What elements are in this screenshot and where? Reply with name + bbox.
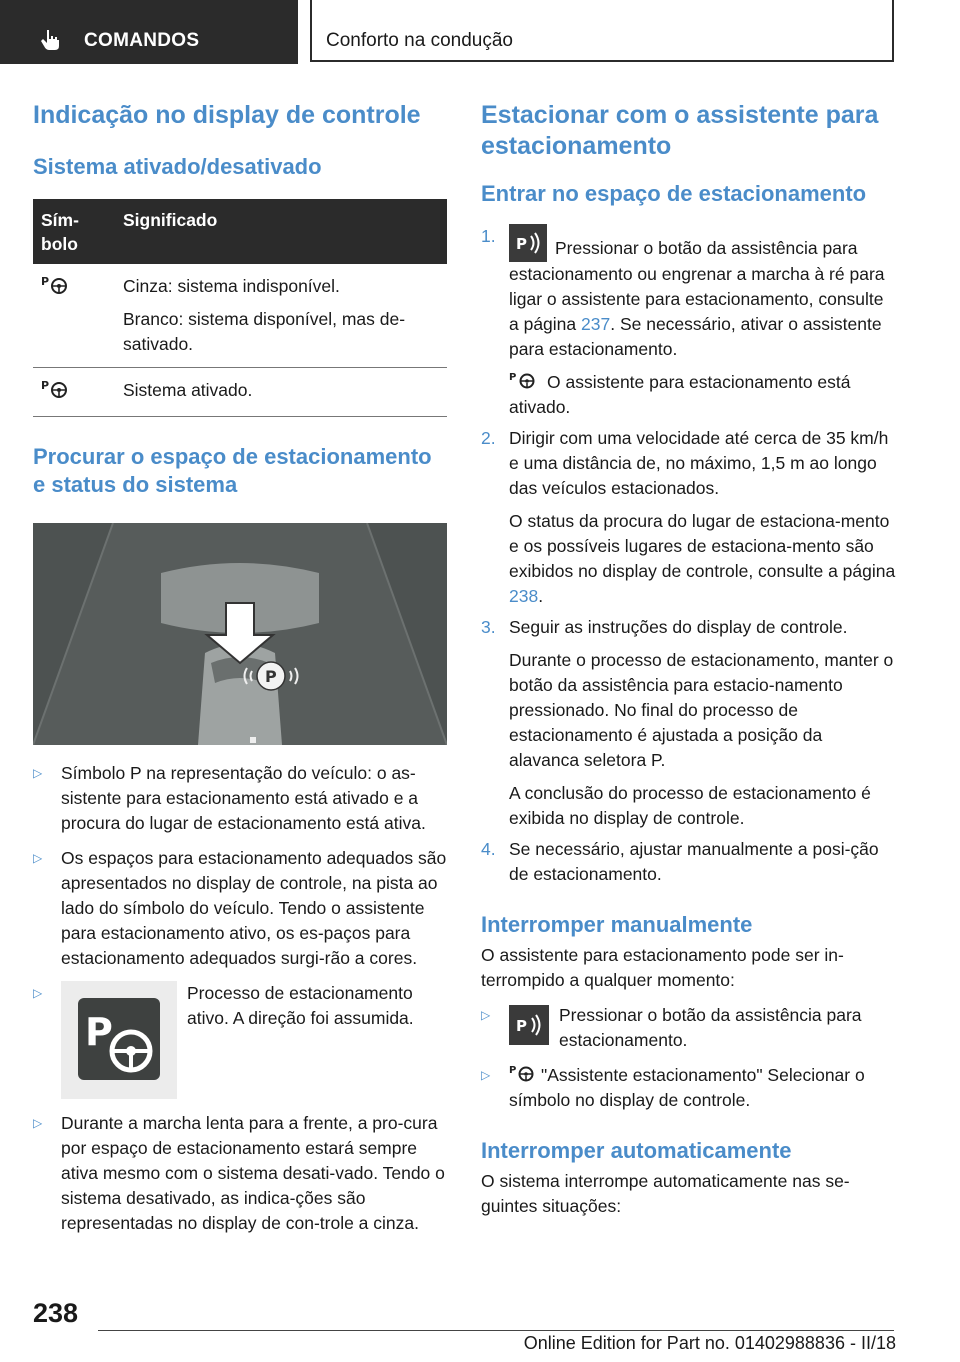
list-item-text: Símbolo P na representação do veículo: o as-sistente para estacionamento está ativado e a procura do lugar de estacionamento está ativa.	[61, 763, 426, 833]
paragraph: O sistema interrompe automaticamente nas se-guintes situações:	[481, 1171, 850, 1216]
parking-assistant-active-icon	[509, 370, 541, 390]
bullet-triangle-icon: ▷	[33, 986, 43, 1000]
parking-assistant-active-icon	[509, 1063, 537, 1083]
subheading-interrupt-manual: Interromper manualmente	[481, 912, 753, 937]
parking-assistant-icon	[41, 274, 71, 296]
step-number: 2.	[481, 428, 496, 448]
chapter-title: Conforto na condução	[326, 30, 513, 51]
section-title: COMANDOS	[84, 30, 200, 51]
parking-assistant-active-icon	[41, 378, 71, 400]
subheading-search: Procurar o espaço de estacionamento e status do sistema	[33, 444, 432, 497]
step-text: . Se necessário, ativar o assistente para estacionamento.	[509, 314, 882, 359]
footer-edition: Online Edition for Part no. 01402988836 - II/18	[523, 1333, 896, 1353]
list-item	[33, 1111, 447, 1236]
step-number: 4.	[481, 839, 496, 859]
table-row	[33, 368, 447, 417]
list-item-text: Durante a marcha lenta para a frente, a pro-cura por espaço de estacionamento estará sempre ativa mesmo com o sistema desati-vado. Tendo o sistema desativado, as indica-ções são representadas no display de con-trole a cinza.	[61, 1113, 445, 1233]
step-3	[481, 615, 897, 831]
page-link[interactable]: 237	[581, 314, 611, 334]
list-item	[481, 1003, 897, 1053]
table-header-meaning: Significado	[115, 199, 447, 264]
step-number: 1.	[481, 226, 496, 246]
svg-text:P: P	[509, 1065, 517, 1076]
list-item	[33, 981, 447, 1101]
left-column	[33, 100, 447, 1236]
list-item	[33, 761, 447, 836]
hand-icon	[38, 26, 64, 52]
bullet-triangle-icon: ▷	[481, 1008, 491, 1022]
chapter-tab	[310, 0, 894, 62]
step-note: .	[538, 586, 544, 606]
symbol-table	[33, 199, 447, 417]
parking-button-icon	[509, 224, 547, 262]
svg-text:P: P	[41, 379, 50, 392]
bullet-triangle-icon: ▷	[33, 1116, 43, 1130]
step-text: Dirigir com uma velocidade até cerca de 35 km/h e uma distância de, no máximo, 1,5 m ao longo das veículos estacionados.	[509, 428, 889, 498]
step-note: O status da procura do lugar de estaciona-mento e os possíveis lugares de estaciona-mento são exibidos no display de controle, consulte a página	[509, 511, 896, 581]
svg-text:P: P	[265, 667, 277, 686]
list-item-text: Pressionar o botão da assistência para estacionamento.	[559, 1005, 862, 1050]
step-4	[481, 837, 897, 887]
step-2	[481, 426, 897, 609]
page-link[interactable]: 238	[509, 586, 539, 606]
paragraph: O assistente para estacionamento pode ser in-terrompido a qualquer momento:	[481, 945, 844, 990]
steering-assist-icon	[61, 981, 177, 1099]
step-text: Pressionar o botão da assistência para estacionamento ou engrenar a marcha à ré para ligar o assistente para estacionamento, consulte a página	[509, 238, 885, 334]
page-heading-right: Estacionar com o assistente para estacionamento	[481, 101, 879, 160]
parking-display-image	[33, 523, 447, 745]
step-text: Seguir as instruções do display de controle.	[509, 617, 848, 637]
table-cell-text: Cinza: sistema indisponível.	[123, 276, 340, 296]
step-note: A conclusão do processo de estacionamento é exibida no display de controle.	[509, 783, 871, 828]
footer-divider	[98, 1330, 894, 1331]
step-note: Durante o processo de estacionamento, manter o botão da assistência para estacio-namento pressionado. No final do processo de estacionamento é ajustada a posição da alavanca seletora P.	[509, 650, 894, 770]
bullet-triangle-icon: ▷	[33, 851, 43, 865]
subheading-system-status: Sistema ativado/desativado	[33, 154, 322, 179]
list-item	[481, 1063, 897, 1113]
table-cell-text: Sistema ativado.	[123, 380, 253, 400]
section-tab	[0, 0, 298, 64]
bullet-triangle-icon: ▷	[481, 1068, 491, 1082]
table-row	[33, 264, 447, 368]
table-header-symbol: Sím- bolo	[33, 199, 115, 264]
subheading-enter-space: Entrar no espaço de estacionamento	[481, 181, 867, 206]
step-note: O assistente para estacionamento está ativado.	[509, 372, 851, 417]
list-item-text: Processo de estacionamento ativo. A direção foi assumida.	[187, 983, 414, 1028]
svg-text:P: P	[41, 275, 50, 288]
page-heading-left: Indicação no display de controle	[33, 101, 421, 129]
parking-button-icon	[509, 1005, 549, 1045]
step-1	[481, 224, 897, 420]
bullet-triangle-icon: ▷	[33, 766, 43, 780]
svg-text:P: P	[516, 235, 527, 253]
step-number: 3.	[481, 617, 496, 637]
right-column	[481, 100, 897, 1219]
svg-text:P: P	[509, 372, 517, 383]
table-cell-text: Branco: sistema disponível, mas de-sativado.	[123, 309, 406, 354]
page-number: 238	[33, 1298, 79, 1328]
list-item-text: "Assistente estacionamento" Selecionar o símbolo no display de controle.	[509, 1065, 865, 1110]
svg-text:P: P	[516, 1017, 527, 1035]
list-item-text: Os espaços para estacionamento adequados são apresentados no display de controle, na pista ao lado do símbolo do veículo. Tendo o assistente para estacionamento ativo, os es-paços para estacionamento adequados surgi-rão a cores.	[61, 848, 447, 968]
subheading-interrupt-auto: Interromper automaticamente	[481, 1138, 792, 1163]
svg-text:P: P	[85, 1010, 113, 1054]
step-text: Se necessário, ajustar manualmente a posi-ção de estacionamento.	[509, 839, 879, 884]
list-item	[33, 846, 447, 971]
